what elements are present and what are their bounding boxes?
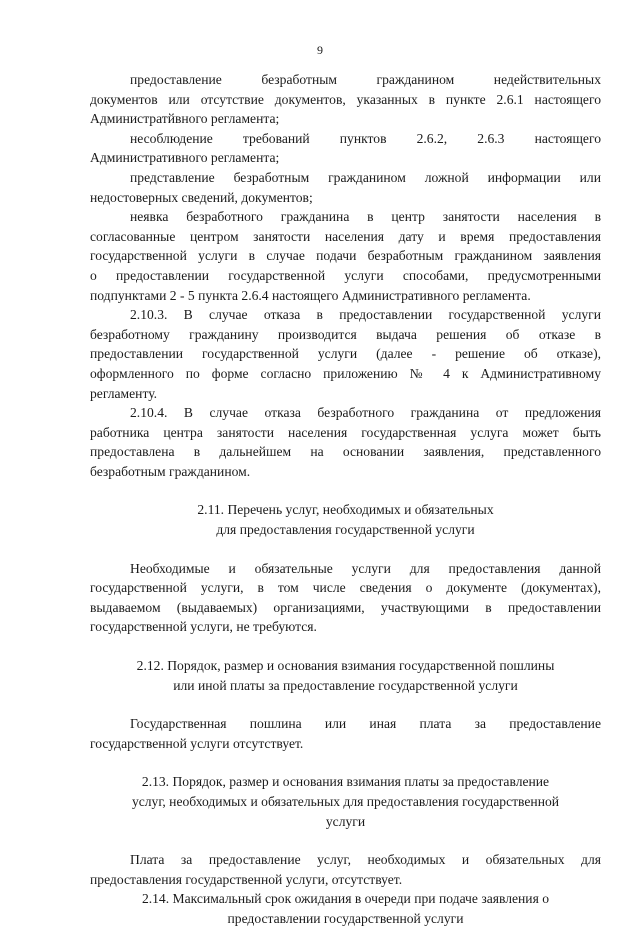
text-line: Плата за предоставление услуг, необходимых и обязательных для [130, 852, 601, 868]
text-line: безработным гражданином. [90, 463, 251, 479]
text-line: предоставление безработным гражданином недействительных [130, 72, 601, 87]
page-text [90, 70, 601, 929]
page-number: 9 [317, 43, 323, 57]
text-line: представление безработным гражданином ложной информации или [130, 169, 601, 185]
text-line: подпунктами 2 - 5 пункта 2.6.4 настоящего Административного регламента. [90, 287, 531, 303]
item-no-show [90, 207, 601, 305]
text-line: Государственная пошлина или иная плата за предоставление [130, 716, 601, 732]
text-line: государственной услуги отсутствует. [90, 735, 304, 751]
text-line: несоблюдение требований пунктов 2.6.2, 2.6.3 настоящего [130, 130, 601, 146]
text-line: оформленного по форме согласно приложению № 4 к Административному [90, 365, 601, 381]
text-line: недостоверных сведений, документов; [90, 189, 313, 205]
heading-line: 2.12. Порядок, размер и основания взимания государственной пошлины [136, 658, 555, 674]
text-line: предоставлена в дальнейшем на основании заявления, представленного [90, 444, 601, 460]
text-line: Административного регламента; [90, 150, 280, 166]
spacer [90, 831, 601, 850]
text-line: согласованные центром занятости населения дату и время предоставления [90, 228, 601, 244]
text-line: регламенту. [90, 385, 158, 401]
text-line: Необходимые и обязательные услуги для предоставления данной [130, 560, 601, 576]
text-line: государственной услуги, в том числе сведения о документе (документах), [90, 580, 601, 596]
section-2-13-body [90, 850, 601, 889]
section-2-13-heading [90, 772, 601, 831]
item-invalid-docs [90, 70, 601, 129]
text-line: неявка безработного гражданина в центр занятости населения в [130, 209, 601, 225]
text-line: предоставлении государственной услуги (далее - решение об отказе), [90, 346, 601, 362]
heading-line: для предоставления государственной услуги [216, 522, 475, 538]
heading-line: 2.11. Перечень услуг, необходимых и обязательных [197, 502, 494, 518]
spacer [90, 481, 601, 500]
spacer [90, 540, 601, 559]
section-2-12-body [90, 714, 601, 753]
text-line: предоставления государственной услуги, отсутствует. [90, 871, 403, 887]
text-line: Администратйвного регламента; [90, 111, 280, 127]
heading-line: услуги [325, 813, 366, 829]
heading-line: предоставлении государственной услуги [227, 910, 464, 926]
text-line: работника центра занятости населения государственная услуга может быть [90, 424, 601, 440]
section-2-11-body [90, 559, 601, 637]
text-line: 2.10.3. В случае отказа в предоставлении государственной услуги [130, 307, 601, 323]
text-line: безработному гражданину производится выдача решения об отказе в [90, 326, 601, 342]
text-line: выдаваемом (выдаваемых) организациями, участвующими в предоставлении [90, 599, 601, 615]
spacer [90, 753, 601, 772]
text-line: о предоставлении государственной услуги способами, предусмотренными [90, 267, 601, 283]
spacer [90, 637, 601, 656]
text-line: государственной услуги, не требуются. [90, 619, 317, 635]
section-2-11-heading [90, 500, 601, 539]
heading-line: 2.14. Максимальный срок ожидания в очереди при подаче заявления о [141, 891, 550, 907]
clause-2-10-4 [90, 403, 601, 481]
heading-line: 2.13. Порядок, размер и основания взимания платы за предоставление [141, 774, 550, 790]
section-2-14-heading [90, 889, 601, 928]
text-line: 2.10.4. В случае отказа безработного гражданина от предложения [130, 405, 601, 421]
spacer [90, 695, 601, 714]
text-line: государственной услуги в случае подачи безработным гражданином заявления [90, 248, 601, 264]
clause-2-10-3 [90, 305, 601, 403]
section-2-12-heading [90, 656, 601, 695]
heading-line: услуг, необходимых и обязательных для предоставления государственной [131, 794, 560, 809]
item-false-info [90, 168, 601, 207]
text-line: документов или отсутствие документов, указанных в пункте 2.6.1 настоящего [90, 91, 601, 107]
heading-line: или иной платы за предоставление государственной услуги [173, 677, 518, 693]
item-noncompliance [90, 129, 601, 168]
